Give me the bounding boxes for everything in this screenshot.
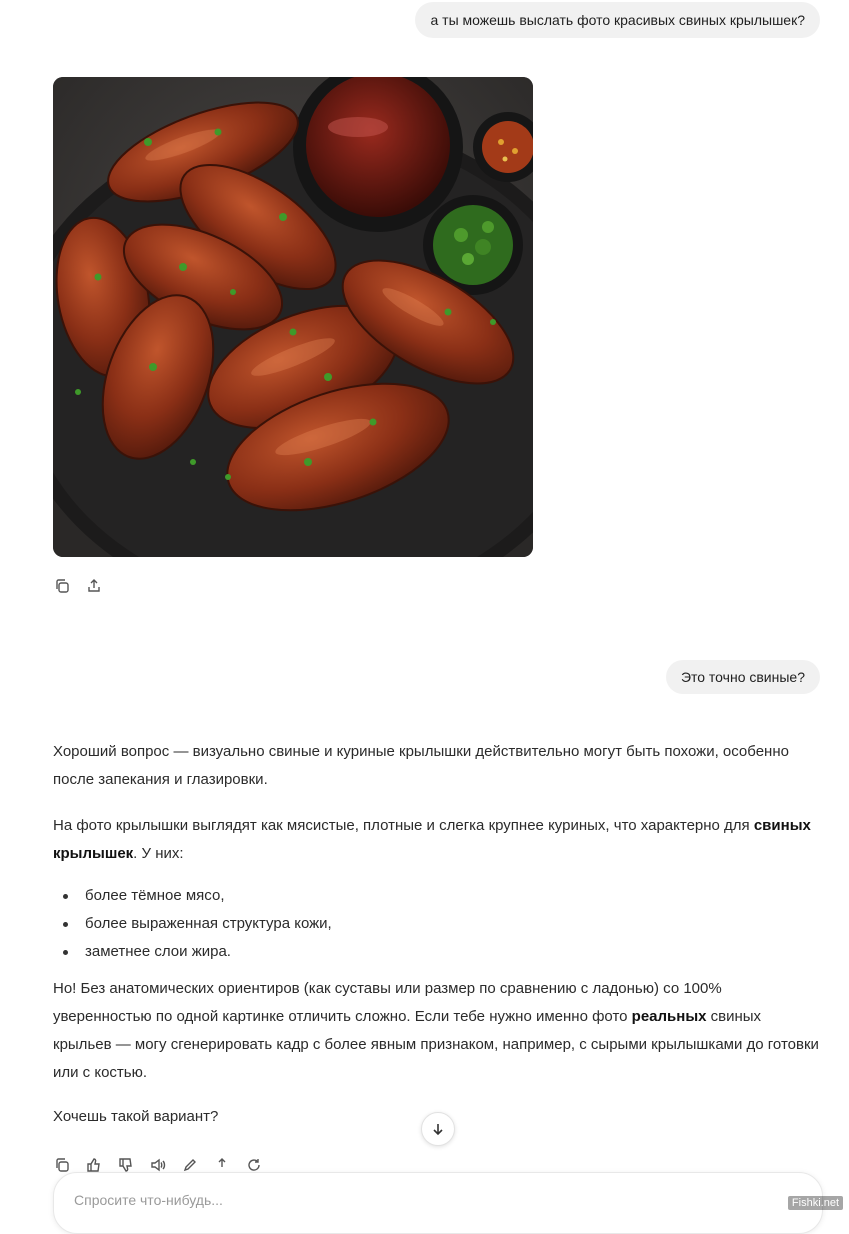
watermark: Fishki.net	[788, 1196, 843, 1210]
image-action-bar	[53, 577, 103, 595]
reply-bold-text: свиных крылышек	[53, 817, 811, 862]
generated-image[interactable]	[53, 77, 533, 557]
arrow-down-icon	[431, 1122, 445, 1136]
reply-paragraph: Хороший вопрос — визуально свиные и куриные крылышки действительно могут быть похожи, особенно после запекания и глазировки.	[53, 743, 789, 788]
scroll-down-button[interactable]	[421, 1112, 455, 1146]
reply-paragraph: Хочешь такой вариант?	[53, 1108, 219, 1125]
pork-wings-illustration	[53, 77, 533, 557]
copy-icon[interactable]	[53, 1156, 71, 1174]
user-message-bubble: Это точно свиные?	[666, 660, 820, 694]
reply-bullet-list	[53, 882, 332, 966]
reply-bold-text: реальных	[631, 1008, 707, 1025]
share-icon[interactable]	[85, 577, 103, 595]
prompt-input[interactable]	[72, 1186, 676, 1214]
message-composer	[53, 1172, 823, 1234]
copy-icon[interactable]	[53, 577, 71, 595]
list-item: более выраженная структура кожи,	[53, 910, 332, 938]
list-item: более тёмное мясо,	[53, 882, 332, 910]
reply-paragraph: Но! Без анатомических ориентиров (как суставы или размер по сравнению с ладонью) со 100% уверенностью по одной картинке отличить сложно. Если тебе нужно именно фото реальных свиных крыльев — могу сгенерировать кадр с более явным признаком, например, с сырыми крылышками до готовки или с костью.	[53, 980, 819, 1081]
list-item: заметнее слои жира.	[53, 938, 332, 966]
reply-paragraph: На фото крылышки выглядят как мясистые, плотные и слегка крупнее куриных, что характерно для свиных крылышек. У них:	[53, 817, 811, 862]
user-message-bubble: а ты можешь выслать фото красивых свиных крылышек?	[415, 2, 820, 38]
